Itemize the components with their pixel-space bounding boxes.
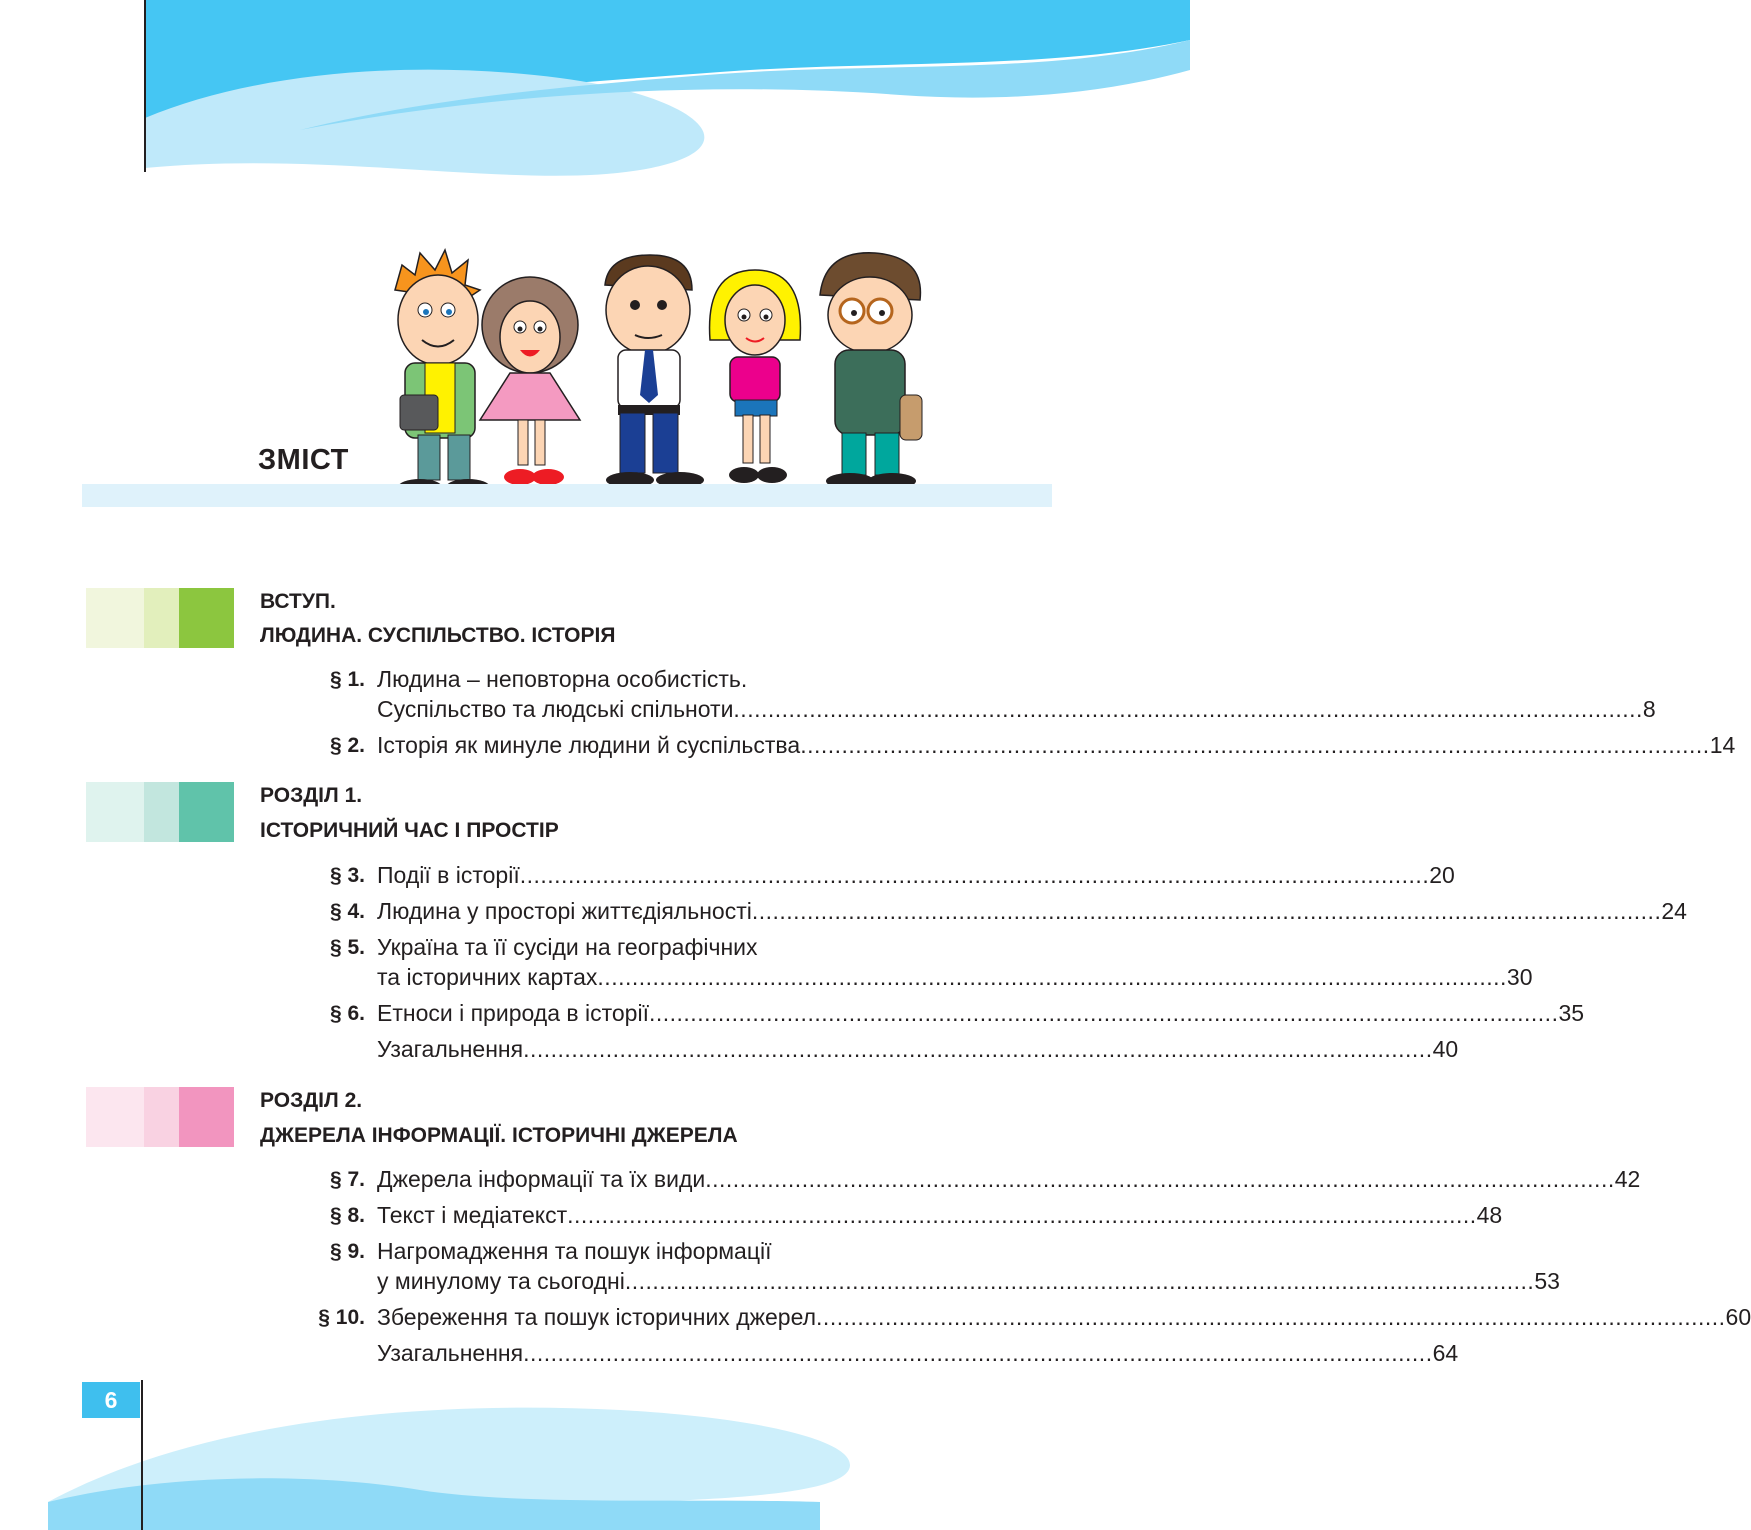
toc-entry[interactable]: [300, 663, 1055, 696]
page-title: ЗМІСТ: [258, 444, 349, 476]
toc-entry[interactable]: [300, 895, 1687, 928]
section-title: ДЖЕРЕЛА ІНФОРМАЦІЇ. ІСТОРИЧНІ ДЖЕРЕЛА: [260, 1124, 738, 1147]
toc-entry-page: 64: [1432, 1340, 1459, 1366]
bottom-margin-line: [141, 1380, 143, 1530]
toc-entry-page: 40: [1432, 1036, 1459, 1062]
toc-entry-number: § 9.: [329, 1240, 365, 1263]
toc-leader-dots: ....................................................................................................................................: [519, 862, 1430, 888]
toc-entry-page: 14: [1709, 732, 1736, 758]
toc-entry[interactable]: [300, 1199, 1503, 1232]
toc-entry-title: Узагальнення: [377, 1340, 524, 1366]
toc-entry-title: у минулому та сьогодні: [377, 1268, 625, 1294]
toc-entry-title: Суспільство та людські спільноти: [377, 696, 734, 722]
toc-leader-dots: ....................................................................................................................................: [705, 1166, 1615, 1192]
toc-entry-page: 60: [1725, 1304, 1751, 1330]
girl-blonde: [710, 270, 801, 483]
children-illustration: [380, 245, 940, 500]
toc-entry-title: Події в історії: [377, 862, 520, 888]
toc-entry[interactable]: [300, 1265, 1560, 1298]
girl-curly-hair: [480, 277, 580, 485]
page-number-badge: 6: [82, 1382, 140, 1418]
toc-entry-title: Етноси і природа в історії: [377, 1000, 649, 1026]
toc-leader-dots: ....................................................................................................................................: [816, 1304, 1726, 1330]
toc-entry[interactable]: [300, 997, 1585, 1030]
toc-entry-number: § 4.: [329, 900, 365, 923]
toc-leader-dots: ....................................................................................................................................: [597, 964, 1507, 990]
section-label: РОЗДІЛ 2.: [260, 1089, 363, 1112]
boy-with-glasses: [820, 253, 922, 489]
toc-entry[interactable]: [300, 1235, 1055, 1268]
toc-entry-number: § 8.: [329, 1204, 365, 1227]
toc-leader-dots: ....................................................................................................................................: [523, 1036, 1433, 1062]
toc-entry[interactable]: [300, 961, 1533, 994]
toc-leader-dots: ....................................................................................................................................: [751, 898, 1662, 924]
section-title: ЛЮДИНА. СУСПІЛЬСТВО. ІСТОРІЯ: [260, 624, 616, 647]
toc-entry-title: Людина у просторі життєдіяльності: [377, 898, 752, 924]
title-band: [82, 484, 1052, 507]
bottom-wave-decoration: [0, 1380, 1190, 1530]
toc-entry-page: 42: [1614, 1166, 1641, 1192]
toc-entry[interactable]: [300, 1301, 1751, 1334]
toc-entry-title: Текст і медіатекст: [377, 1202, 568, 1228]
top-wave-decoration: [0, 0, 1190, 180]
toc-entry-page: 24: [1661, 898, 1687, 924]
toc-entry-line1: Нагромадження та пошук інформації: [377, 1238, 772, 1264]
section-label: РОЗДІЛ 1.: [260, 784, 363, 807]
toc-leader-dots: ....................................................................................................................................: [523, 1340, 1433, 1366]
toc-entry[interactable]: [300, 1337, 1459, 1370]
toc-leader-dots: ....................................................................................................................................: [733, 696, 1643, 722]
toc-entry-number: § 6.: [329, 1002, 365, 1025]
section-label: ВСТУП.: [260, 590, 336, 613]
toc-entry[interactable]: [300, 1033, 1459, 1066]
toc-entry-title: Джерела інформації та їх види: [377, 1166, 706, 1192]
toc-leader-dots: ....................................................................................................................................: [648, 1000, 1559, 1026]
toc-entry[interactable]: [300, 931, 1055, 964]
toc-entry-title: Історія як минуле людини й суспільства: [377, 732, 801, 758]
toc-entry-page: 20: [1429, 862, 1455, 888]
section-title: ІСТОРИЧНИЙ ЧАС І ПРОСТІР: [260, 819, 559, 842]
boy-orange-hair: [395, 250, 490, 495]
toc-leader-dots: ....................................................................................................................................: [567, 1202, 1477, 1228]
toc-entry-number: § 1.: [329, 668, 365, 691]
toc-entry-title: та історичних картах: [377, 964, 598, 990]
toc-entry[interactable]: [300, 729, 1736, 762]
toc-entry-number: § 7.: [329, 1168, 365, 1191]
boy-with-tie: [605, 255, 704, 488]
toc-entry-number: § 2.: [329, 734, 365, 757]
toc-entry-page: 30: [1506, 964, 1533, 990]
toc-leader-dots: ....................................................................................................................................: [800, 732, 1710, 758]
toc-entry-page: 53: [1534, 1268, 1560, 1294]
toc-entry[interactable]: [300, 1163, 1641, 1196]
top-margin-line: [144, 0, 146, 172]
toc-entry-page: 8: [1642, 696, 1656, 722]
toc-entry-page: 48: [1476, 1202, 1503, 1228]
toc-entry-number: § 10.: [318, 1306, 365, 1329]
toc-entry[interactable]: [300, 859, 1455, 892]
toc-leader-dots: ....................................................................................................................................: [624, 1268, 1535, 1294]
toc-entry-title: Збереження та пошук історичних джерел: [377, 1304, 817, 1330]
toc-entry[interactable]: [300, 693, 1656, 726]
toc-entry-title: Узагальнення: [377, 1036, 524, 1062]
toc-entry-line1: Людина – неповторна особистість.: [377, 666, 748, 692]
toc-entry-number: § 5.: [329, 936, 365, 959]
toc-entry-number: § 3.: [329, 864, 365, 887]
toc-entry-page: 35: [1558, 1000, 1585, 1026]
toc-entry-line1: Україна та її сусіди на географічних: [377, 934, 758, 960]
